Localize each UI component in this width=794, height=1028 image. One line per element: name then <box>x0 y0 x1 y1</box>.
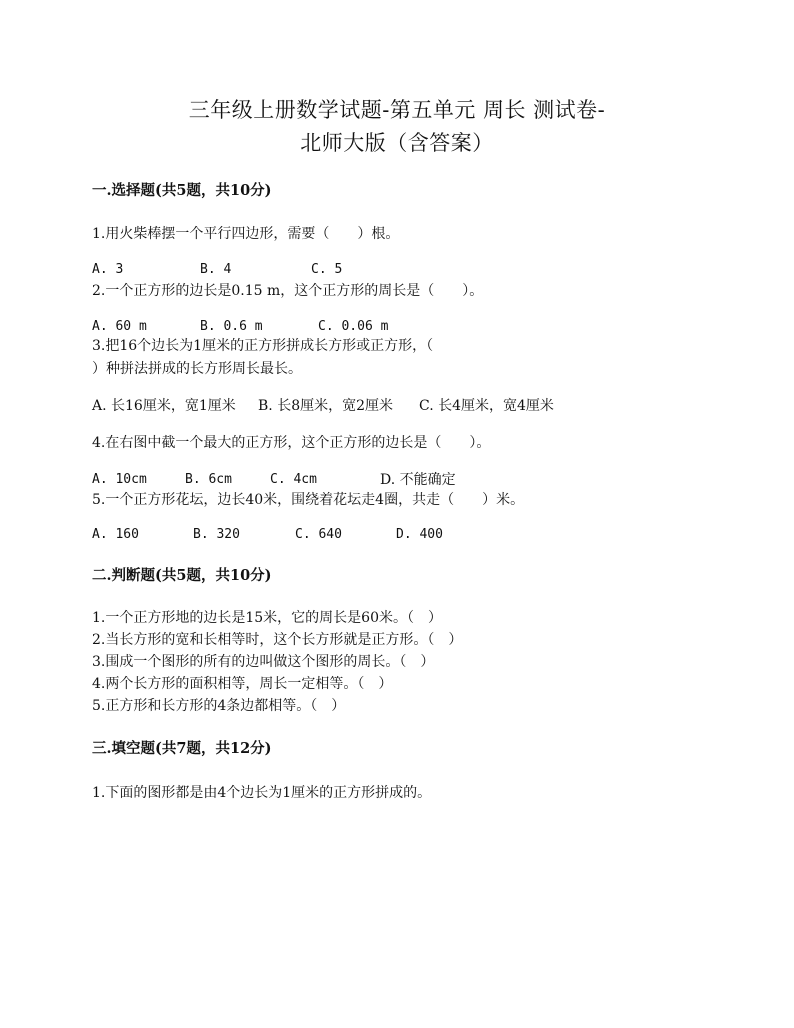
question-5-option-d: D. 400 <box>396 527 443 542</box>
question-4-option-a: A. 10cm <box>92 472 147 487</box>
question-2-option-b: B. 0.6 m <box>200 319 263 334</box>
judgement-item-1: 1.一个正方形地的边长是15米，它的周长是60米。（ ） <box>92 610 442 626</box>
question-5-option-a: A. 160 <box>92 527 139 542</box>
question-2-option-a: A. 60 m <box>92 319 147 334</box>
question-5-option-c: C. 640 <box>295 527 342 542</box>
question-5-option-b: B. 320 <box>193 527 240 542</box>
question-1-option-a: A. 3 <box>92 262 124 277</box>
document-title-line-1: 三年级上册数学试题-第五单元 周长 测试卷- <box>188 98 606 122</box>
question-3-option-a: A. 长16厘米，宽1厘米 <box>92 398 236 414</box>
question-1-option-b: B. 4 <box>200 262 232 277</box>
question-4-option-b: B. 6cm <box>185 472 232 487</box>
question-3-option-b: B. 长8厘米，宽2厘米 <box>258 398 394 414</box>
question-1-text: 1.用火柴棒摆一个平行四边形，需要（ ）根。 <box>92 226 400 242</box>
question-4-text: 4.在右图中截一个最大的正方形，这个正方形的边长是（ ）。 <box>92 435 491 451</box>
fill-in-item-1: 1.下面的图形都是由4个边长为1厘米的正方形拼成的。 <box>92 785 432 801</box>
question-3-text-line-1: 3.把16个边长为1厘米的正方形拼成长方形或正方形，（ <box>92 338 434 354</box>
question-3-option-c: C. 长4厘米，宽4厘米 <box>419 398 554 414</box>
question-4-option-c: C. 4cm <box>270 472 317 487</box>
question-2-option-c: C. 0.06 m <box>318 319 389 334</box>
section-heading-true-false: 二.判断题(共5题，共10分) <box>92 567 272 584</box>
document-title-line-2: 北师大版（含答案） <box>300 131 494 155</box>
judgement-item-3: 3.围成一个图形的所有的边叫做这个图形的周长。（ ） <box>92 654 435 670</box>
judgement-item-4: 4.两个长方形的面积相等，周长一定相等。（ ） <box>92 676 393 692</box>
section-heading-choice: 一.选择题(共5题，共10分) <box>92 182 272 199</box>
section-heading-fill-in: 三.填空题(共7题，共12分) <box>92 740 272 757</box>
question-3-text-line-2: ）种拼法拼成的长方形周长最长。 <box>92 361 302 377</box>
question-2-text: 2.一个正方形的边长是0.15 m，这个正方形的周长是（ ）。 <box>92 283 484 299</box>
question-4-option-d: D. 不能确定 <box>380 472 456 488</box>
question-5-text: 5.一个正方形花坛，边长40米，围绕着花坛走4圈，共走（ ）米。 <box>92 492 525 508</box>
judgement-item-5: 5.正方形和长方形的4条边都相等。（ ） <box>92 698 346 714</box>
question-1-option-c: C. 5 <box>311 262 343 277</box>
judgement-item-2: 2.当长方形的宽和长相等时，这个长方形就是正方形。（ ） <box>92 632 463 648</box>
